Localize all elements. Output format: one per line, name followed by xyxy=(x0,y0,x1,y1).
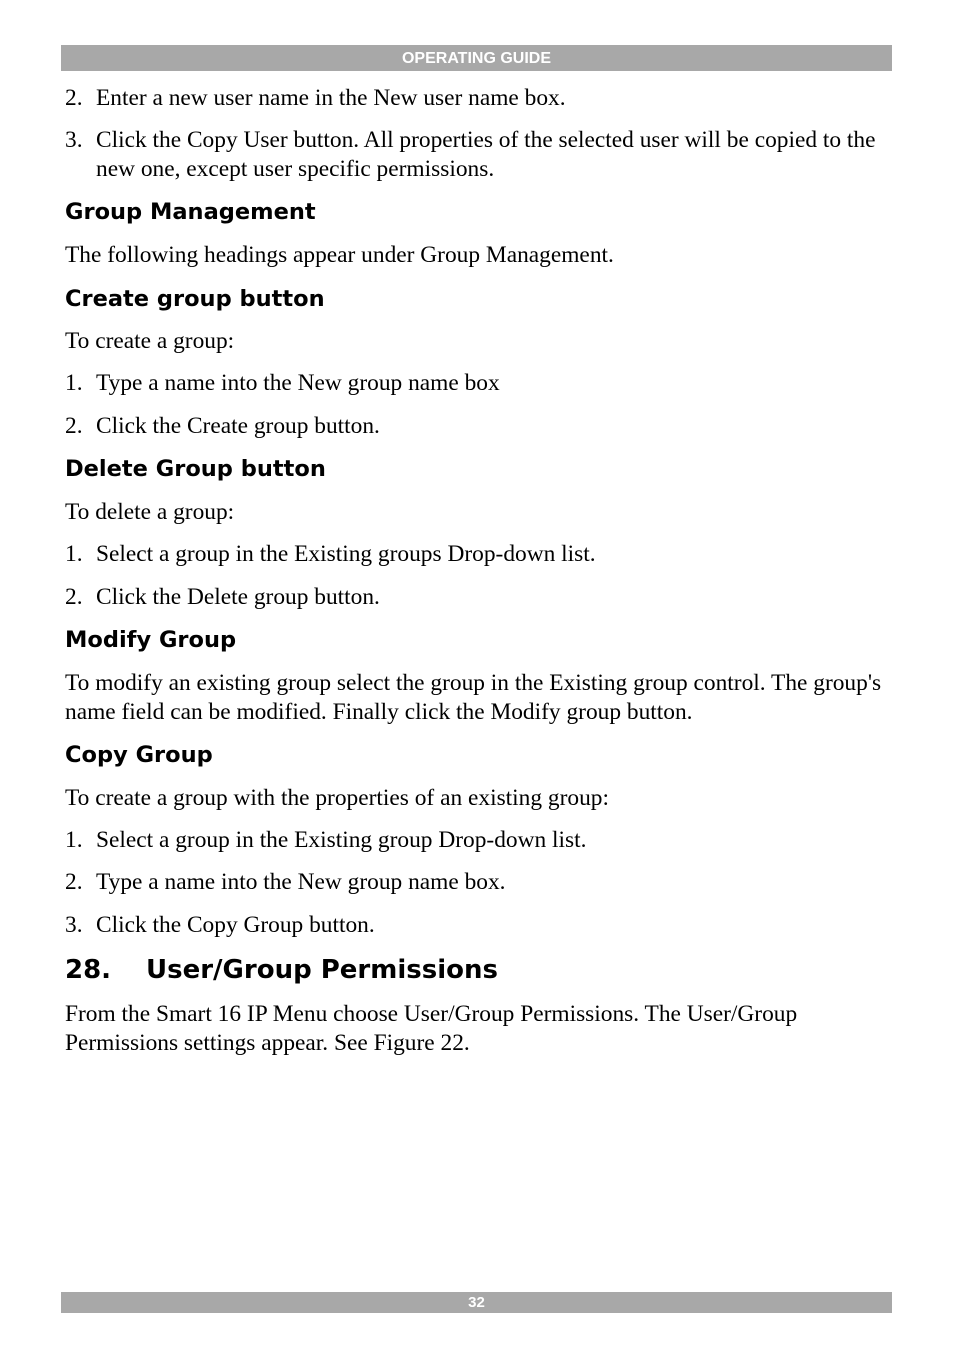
list-number: 2. xyxy=(65,869,83,895)
delete-group-intro: To delete a group: xyxy=(65,499,235,525)
list-text: Enter a new user name in the New user name box. xyxy=(96,85,566,111)
group-management-intro: The following headings appear under Group Management. xyxy=(65,242,614,268)
list-number: 2. xyxy=(65,85,83,111)
list-item xyxy=(65,826,885,855)
page-footer-band xyxy=(61,1292,892,1313)
list-number: 2. xyxy=(65,413,83,439)
list-item xyxy=(65,868,885,897)
list-text: Click the Copy User button. All properties of the selected user will be copied to the new one, except user specific permissions. xyxy=(96,127,876,182)
list-item xyxy=(65,369,885,398)
list-item xyxy=(65,412,885,441)
page-number: 32 xyxy=(468,1294,485,1311)
list-text: Select a group in the Existing groups Drop-down list. xyxy=(96,541,596,567)
list-text: Type a name into the New group name box. xyxy=(96,869,506,895)
modify-group-text: To modify an existing group select the group in the Existing group control. The group's name field can be modified. Finally click the Modify group button. xyxy=(65,670,882,725)
section-heading-28 xyxy=(65,955,885,985)
header-title: OPERATING GUIDE xyxy=(401,50,552,67)
list-number: 3. xyxy=(65,912,83,938)
list-number: 1. xyxy=(65,370,83,396)
list-item xyxy=(65,911,885,940)
list-text: Click the Copy Group button. xyxy=(96,912,375,938)
list-number: 2. xyxy=(65,584,83,610)
list-number: 1. xyxy=(65,541,83,567)
list-item xyxy=(65,540,885,569)
list-text: Click the Delete group button. xyxy=(96,584,380,610)
heading-copy-group: Copy Group xyxy=(65,742,213,768)
page-header-band xyxy=(61,45,892,71)
section-28-text: From the Smart 16 IP Menu choose User/Group Permissions. The User/Group Permissions settings appear. See Figure 22. xyxy=(65,1001,798,1056)
heading-group-management: Group Management xyxy=(65,199,316,225)
page-content xyxy=(65,84,885,1058)
heading-create-group: Create group button xyxy=(65,286,325,312)
section-title: User/Group Permissions xyxy=(146,955,498,985)
list-number: 3. xyxy=(65,127,83,153)
section-number: 28. xyxy=(65,955,112,985)
list-item xyxy=(65,126,885,184)
list-number: 1. xyxy=(65,827,83,853)
list-text: Select a group in the Existing group Drop-down list. xyxy=(96,827,587,853)
list-item xyxy=(65,583,885,612)
list-item xyxy=(65,84,885,113)
list-text: Type a name into the New group name box xyxy=(96,370,500,396)
heading-modify-group: Modify Group xyxy=(65,627,237,653)
heading-delete-group: Delete Group button xyxy=(65,456,326,482)
list-text: Click the Create group button. xyxy=(96,413,380,439)
copy-group-intro: To create a group with the properties of an existing group: xyxy=(65,785,609,811)
create-group-intro: To create a group: xyxy=(65,328,235,354)
